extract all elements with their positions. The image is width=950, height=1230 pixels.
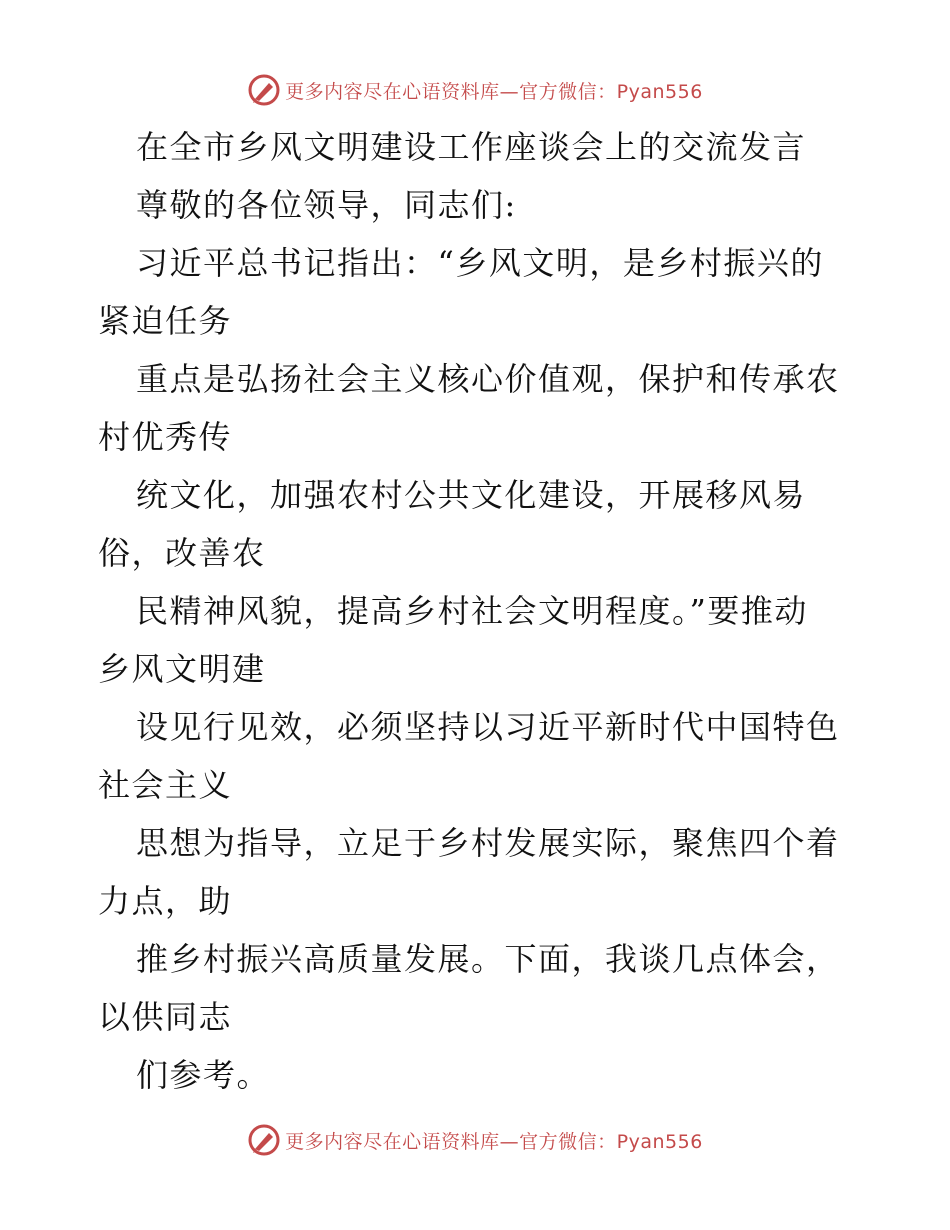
text-line: 推乡村振兴高质量发展。下面，我谈几点体会，: [136, 940, 840, 978]
text-line: 尊敬的各位领导，同志们:: [136, 186, 517, 224]
text-line: 统文化，加强农村公共文化建设，开展移风易: [136, 476, 807, 514]
text-line: 村优秀传: [98, 418, 233, 456]
text-line: 乡风文明建: [98, 650, 266, 688]
text-line: 紧迫任务: [98, 302, 233, 340]
text-line: 重点是弘扬社会主义核心价值观，保护和传承农: [136, 360, 840, 398]
watermark-banner-top: [0, 70, 950, 110]
text-line: 习近平总书记指出：“乡风文明，是乡村振兴的: [136, 244, 824, 282]
pen-logo-icon: [247, 73, 281, 107]
text-line: 民精神风貌，提高乡村社会文明程度。”要推动: [136, 592, 808, 630]
watermark-text: 更多内容尽在心语资料库—官方微信：Pyan556: [285, 80, 703, 103]
text-line: 设见行见效，必须坚持以习近平新时代中国特色: [136, 708, 840, 746]
text-line: 在全市乡风文明建设工作座谈会上的交流发言: [136, 128, 807, 166]
text-line: 思想为指导，立足于乡村发展实际，聚焦四个着: [136, 824, 840, 862]
text-line: 俗，改善农: [98, 534, 266, 572]
text-line: 们参考。: [136, 1056, 271, 1094]
pen-logo-icon: [247, 1123, 281, 1157]
text-line: 以供同志: [98, 998, 233, 1036]
watermark-banner-bottom: [0, 1120, 950, 1160]
text-line: 社会主义: [98, 766, 233, 804]
text-line: 力点，助: [98, 882, 233, 920]
watermark-text: 更多内容尽在心语资料库—官方微信：Pyan556: [285, 1130, 703, 1153]
document-body: [98, 118, 858, 1104]
